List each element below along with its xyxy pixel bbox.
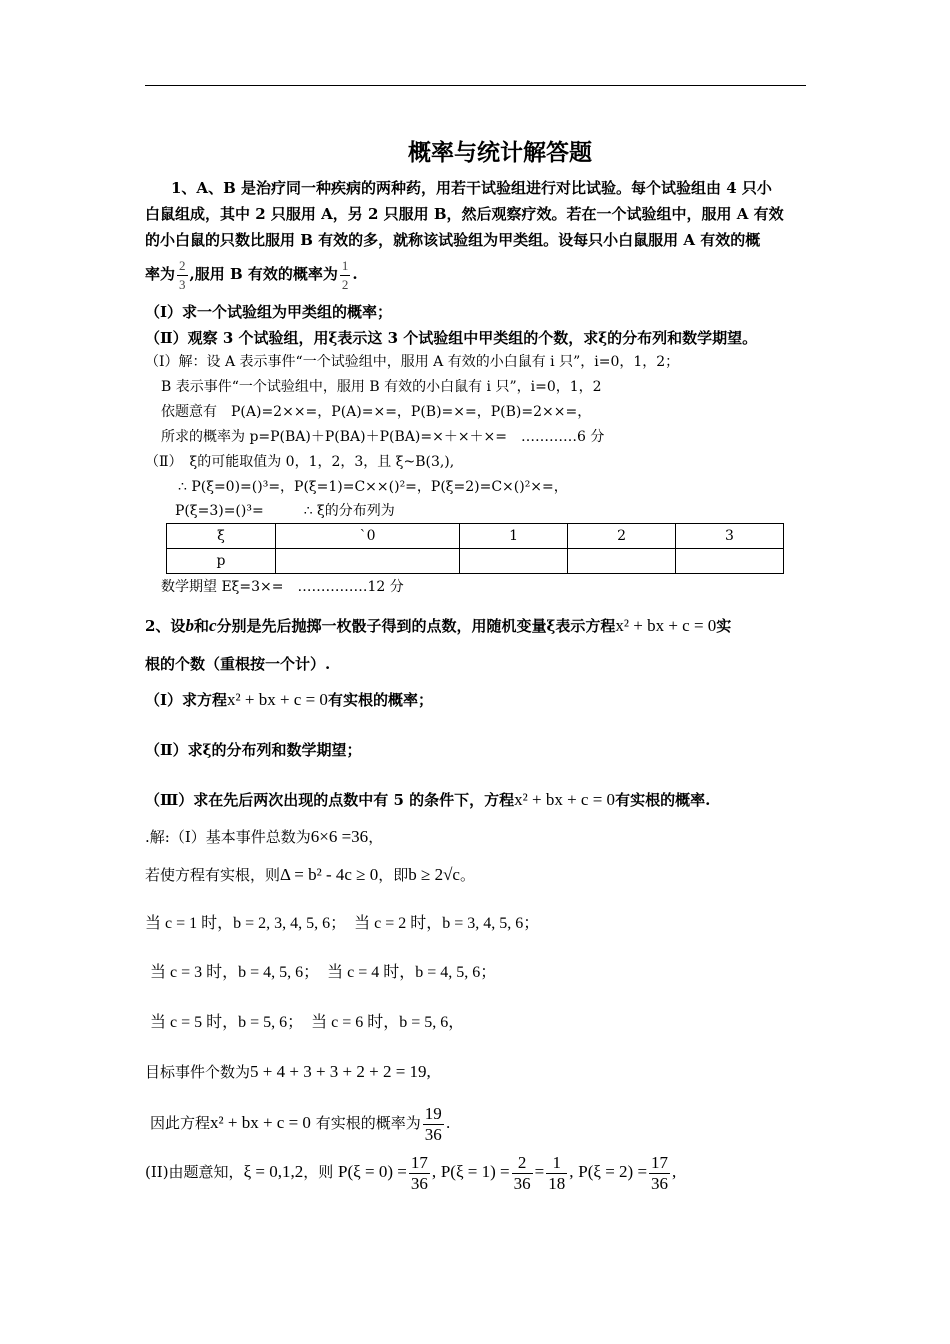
q2-text: 实 [716,617,732,635]
sol2-text: 因此方程 [150,1114,211,1132]
sol2-text: .解:（I）基本事件总数为 [145,828,311,846]
q1-line-4-text-c: . [352,265,358,283]
fraction-p2 [649,1153,670,1194]
table-row [167,524,784,549]
table-cell: 2 [568,524,676,549]
q2-line-1 [145,616,731,636]
fraction-denominator: 36 [424,1124,442,1144]
sol2-line-1 [145,827,383,847]
sol2-text: 有实根的概率为 [315,1114,421,1132]
fraction-p1 [512,1153,533,1194]
fraction-p0 [409,1153,430,1194]
sol1-line-7 [175,501,395,521]
q1-part-2: （Ⅱ）观察 3 个试验组，用ξ表示这 3 个试验组中甲类组的个数，求ξ的分布列和数学期望。 [145,329,758,347]
q2-text: 分别是先后抛掷一枚骰子得到的点数，用随机变量ξ表示方程 [216,617,616,635]
distribution-table [166,523,784,574]
sol2-text: 。 [459,866,475,884]
fraction-numerator: 19 [424,1103,442,1123]
sol1-line-4: 所求的概率为 p=P(BA)＋P(BA)＋P(BA)=×＋×＋×= …………6 分 [161,429,605,445]
sol2-text: (II)由题意知， [145,1163,244,1181]
sol2-line-7 [150,1102,451,1145]
q1-line-4 [145,256,358,294]
q1-line-4-text-a: 率为 [145,265,176,283]
fraction-p1-reduced [546,1153,567,1194]
q1-part-1: （Ⅰ）求一个试验组为甲类组的概率； [145,303,393,321]
q2-text: （Ⅰ）求方程 [145,691,228,709]
sol2-text: ，即 [378,866,409,884]
equation-quadratic: x² + bx + c = 0 [615,616,717,635]
math-var-c: c [208,616,217,635]
fraction-numerator: 17 [651,1152,669,1172]
q1-line-3: 的小白鼠的只数比服用 B 有效的多，就称该试验组为甲类组。设每只小白鼠服用 A 有效的概 [145,231,761,249]
sol2-text: ，则 [303,1163,334,1181]
q2-text: 有实根的概率； [327,691,433,709]
q1-line-1: 1、A、B 是治疗同一种疾病的两种药，用若干试验组进行对比试验。每个试验组由 4 只小 [171,179,772,197]
sol2-line-5: 当 c = 5 时，b = 5, 6； 当 c = 6 时，b = 5, 6， [150,1014,465,1031]
equation-quadratic: x² + bx + c = 0 [210,1113,311,1132]
table-cell [676,549,784,574]
q2-text: 有实根的概率. [615,791,711,809]
q2-part-1 [145,690,433,710]
table-cell: p [167,549,276,574]
table-cell [568,549,676,574]
table-cell: 1 [460,524,568,549]
fraction-prob-a [177,257,188,294]
fraction-denominator: 36 [651,1173,669,1193]
table-cell: 3 [676,524,784,549]
table-cell [460,549,568,574]
fraction-result [423,1104,444,1145]
equation-quadratic: x² + bx + c = 0 [227,690,328,709]
fraction-numerator: 1 [546,1153,567,1174]
prob-expr-2: P(ξ = 2) = [578,1162,648,1181]
q2-text: 2、设 [145,617,186,635]
page-title: 概率与统计解答题 [408,140,592,166]
sol1-line-5: （Ⅱ） ξ的可能取值为 0，1，2，3，且 ξ~B(3,), [145,454,455,470]
fraction-prob-b [340,257,351,294]
fraction-numerator: 2 [512,1153,533,1174]
sol2-line-8: (II)由题意知，ξ = 0,1,2，则 P(ξ = 0) = $\frac{17}{36}$ , P(ξ = 1) = $\frac{2}{36}$ = $\frac{1}{18}$ , P(ξ = 2) = $\frac{17}{36}$ , [145,1152,677,1193]
sol1-line-7-b: ∴ ξ的分布列为 [303,503,395,519]
q2-text: （Ⅲ）求在先后两次出现的点数中有 5 的条件下，方程 [145,791,515,809]
sol1-line-6: ∴ P(ξ=0)=()³=，P(ξ=1)=C××()²=，P(ξ=2)=C×()²×=， [178,479,568,495]
q2-part-3 [145,790,710,810]
fraction-denominator: 36 [513,1173,531,1193]
fraction-numerator: 1 [340,257,351,276]
sol1-line-3: 依题意有 P(A)=2××=，P(A)=×=，P(B)=×=，P(B)=2××=， [161,404,592,420]
q1-line-4-text-b: ,服用 B 有效的概率为 [189,265,338,283]
sol2-line-6 [145,1062,431,1082]
sol2-text: . [445,1114,451,1132]
header-rule [145,85,806,86]
equation-discriminant: Δ = b² - 4c ≥ 0 [280,865,379,884]
sol1-line-7-a: P(ξ=3)=()³= [175,503,264,519]
sol1-line-1: （Ⅰ）解：设 A 表示事件“一个试验组中，服用 A 有效的小白鼠有 i 只”，i=0，1，2； [145,354,680,370]
sol2-text: ， [368,828,384,846]
table-cell [276,549,460,574]
table-row [167,549,784,574]
fraction-denominator: 3 [179,276,186,292]
equation-total: 6×6 =36 [310,827,369,846]
equation-values: ξ = 0,1,2 [243,1162,304,1181]
sol1-line-2: B 表示事件“一个试验组中，服用 B 有效的小白鼠有 i 只”，i=0，1，2 [161,379,602,395]
q2-part-2: （Ⅱ）求ξ的分布列和数学期望； [145,741,362,759]
equation-count: 5 + 4 + 3 + 3 + 2 + 2 = 19, [250,1062,431,1081]
sol2-line-4: 当 c = 3 时，b = 4, 5, 6； 当 c = 4 时，b = 4, 5, 6； [150,964,497,981]
prob-expr-0: P(ξ = 0) = [338,1162,407,1181]
q2-text: 和 [193,617,209,635]
sol2-line-3: 当 c = 1 时，b = 2, 3, 4, 5, 6； 当 c = 2 时，b = 3, 4, 5, 6； [145,915,540,932]
sol2-text: 若使方程有实根，则 [145,866,281,884]
sol1-line-8: 数学期望 Eξ=3×= ……………12 分 [161,579,404,595]
sol2-text: 目标事件个数为 [145,1063,251,1081]
table-cell: `0 [276,524,460,549]
fraction-denominator: 36 [410,1173,428,1193]
math-var-b: b [185,616,194,635]
equation-condition: b ≥ 2√c [408,865,460,884]
fraction-denominator: 18 [548,1173,566,1193]
q1-line-2: 白鼠组成，其中 2 只服用 A，另 2 只服用 B，然后观察疗效。若在一个试验组中，服用 A 有效 [145,205,784,223]
table-cell: ξ [167,524,276,549]
fraction-denominator: 2 [341,276,349,292]
sol2-line-2 [145,865,475,885]
fraction-numerator: 17 [410,1152,428,1172]
fraction-numerator: 2 [177,257,188,276]
equation-quadratic: x² + bx + c = 0 [514,790,616,809]
prob-expr-1: P(ξ = 1) = [440,1162,510,1181]
q2-line-2: 根的个数（重根按一个计）. [145,655,331,673]
